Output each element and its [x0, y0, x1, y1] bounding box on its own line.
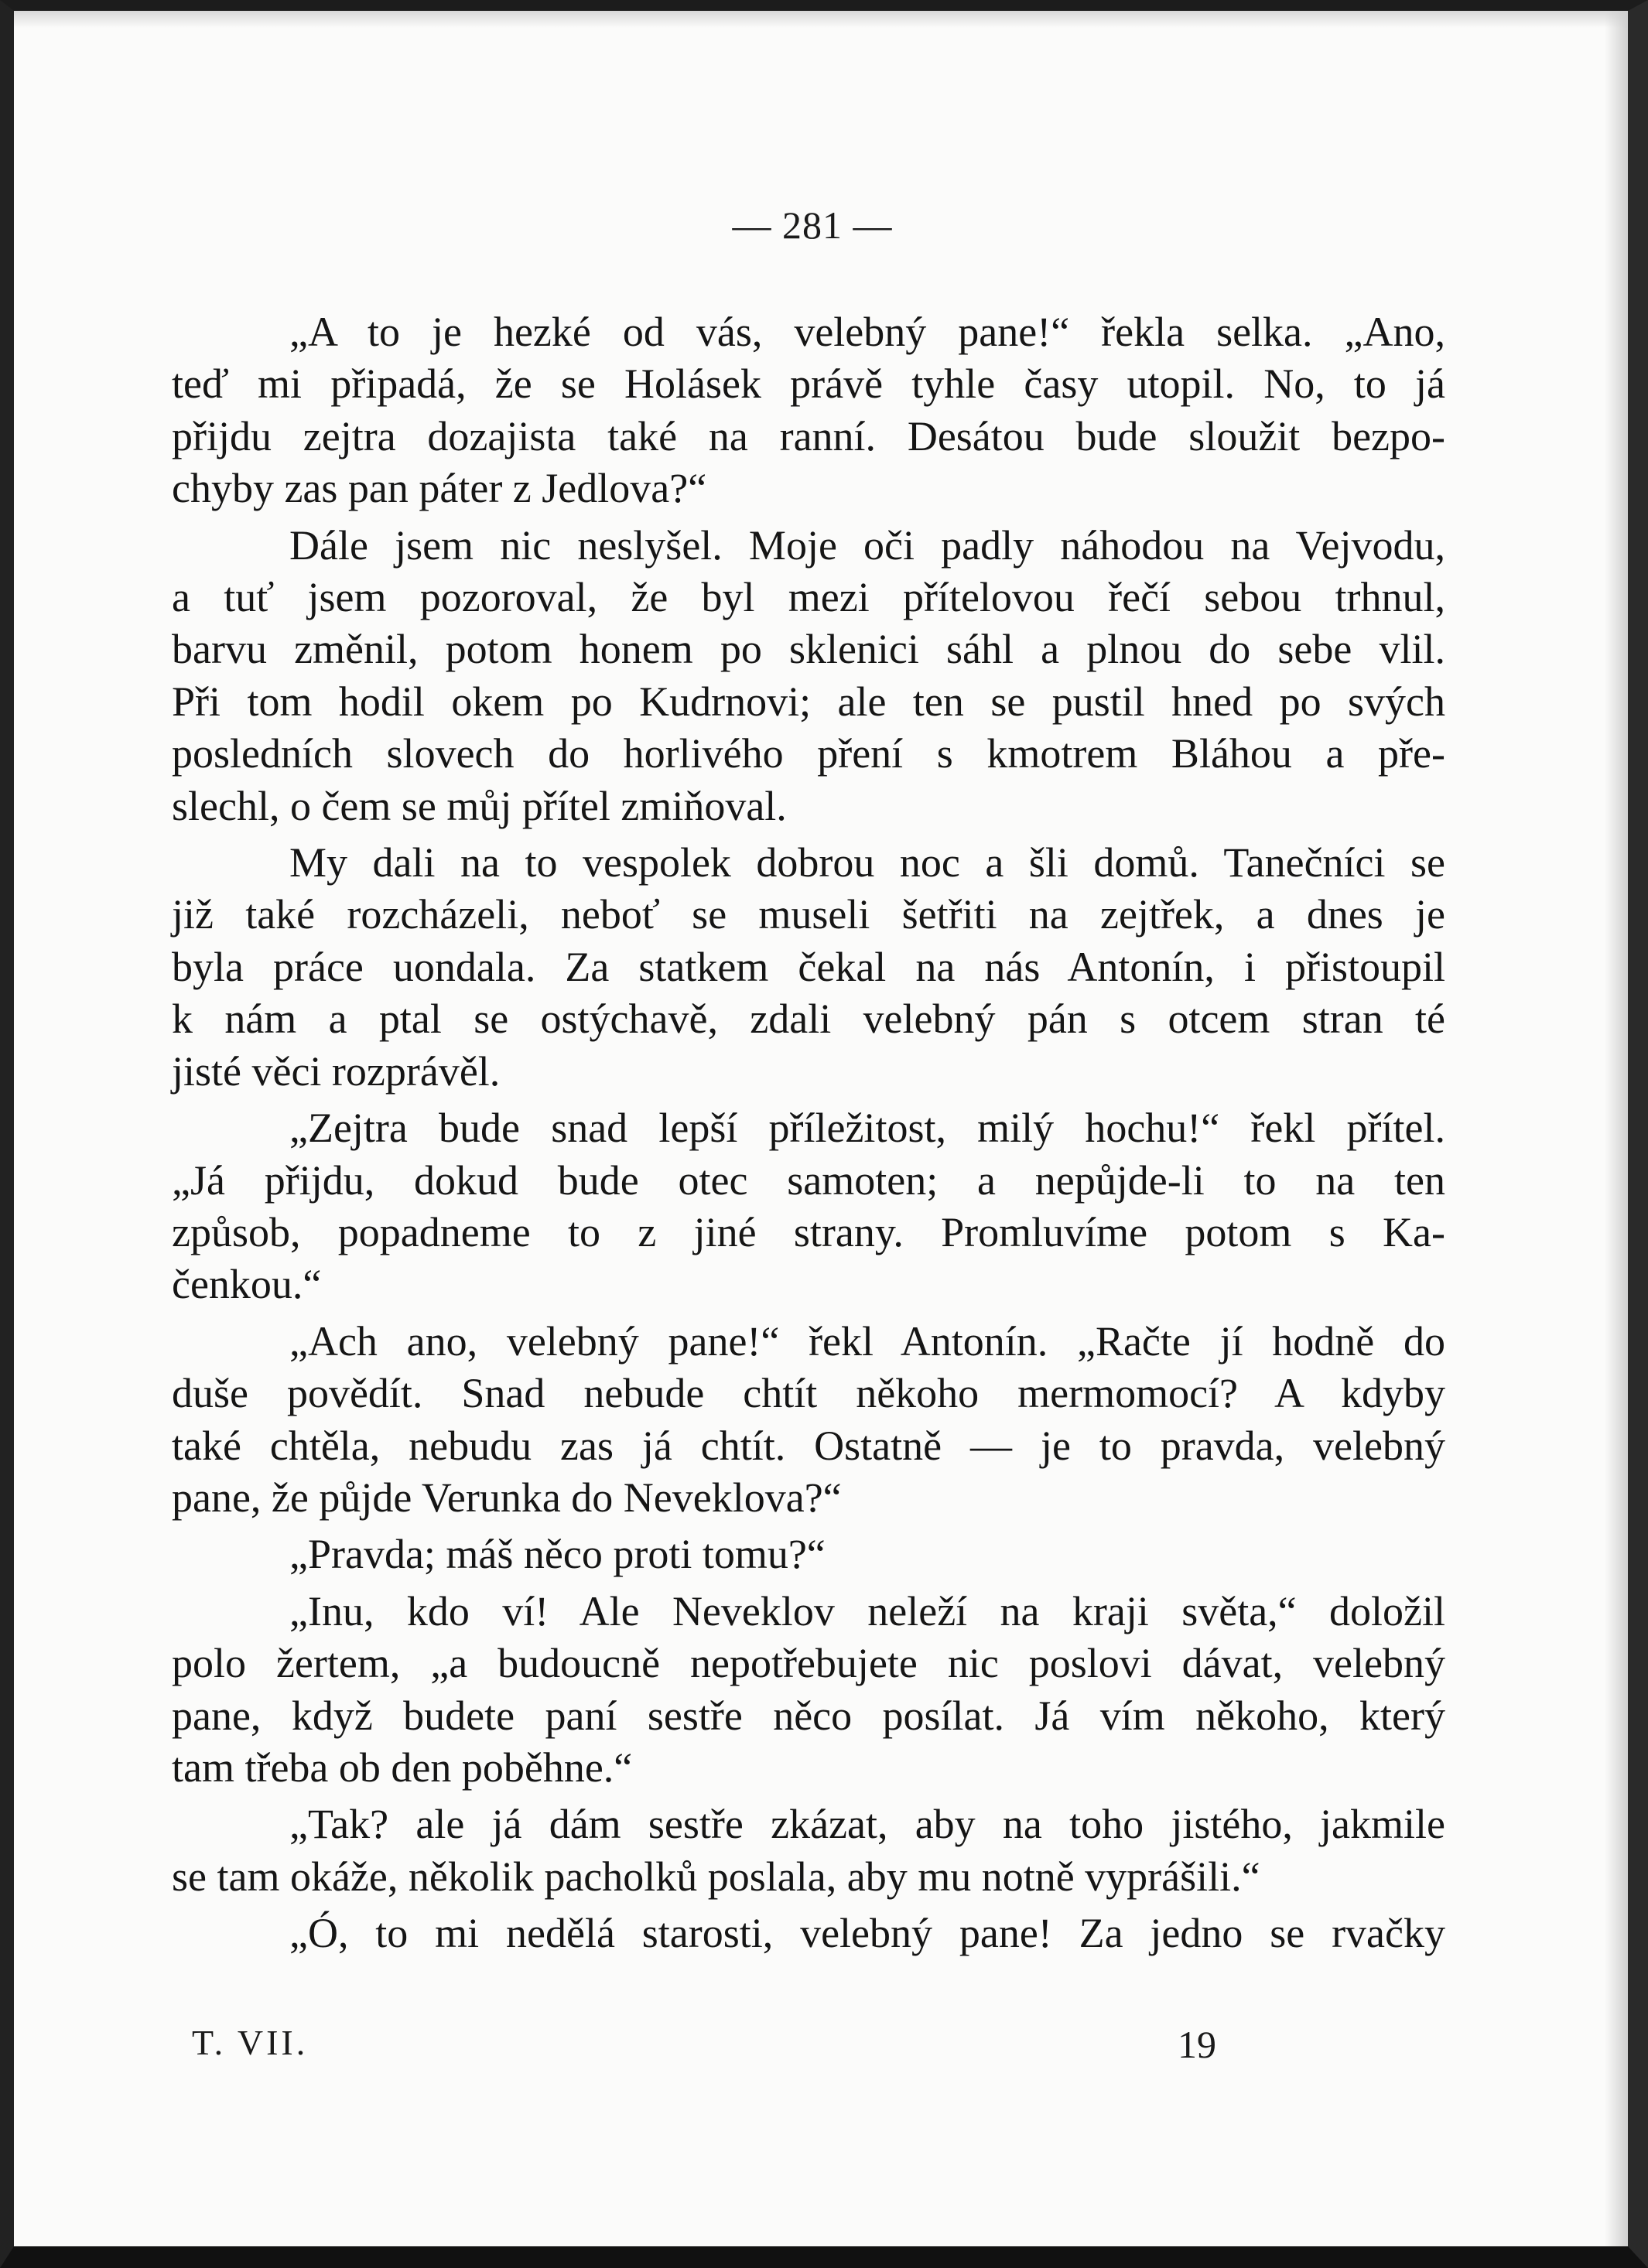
scan-shadow-right [1605, 11, 1628, 2246]
paragraph [172, 306, 1445, 515]
text-line: slechl, o čem se můj přítel zmiňoval. [172, 782, 787, 829]
text-line: „Pravda; máš něco proti tomu?“ [289, 1531, 826, 1578]
text-line: přijdu zejtra dozajista také na ranní. Desátou bude sloužit bezpo- [172, 412, 1445, 459]
text-line: Dále jsem nic neslyšel. Moje oči padly náhodou na Vejvodu, [289, 521, 1445, 569]
text-line: a tuť jsem pozoroval, že byl mezi přítelovou řečí sebou trhnul, [172, 574, 1445, 621]
text-line: duše povědít. Snad nebude chtít někoho mermomocí? A kdyby [172, 1370, 1445, 1417]
paragraph [172, 1586, 1445, 1795]
text-line: „Inu, kdo ví! Ale Neveklov neleží na kraji světa,“ doložil [289, 1587, 1445, 1634]
paragraph [172, 1908, 1445, 1959]
text-line: „Já přijdu, dokud bude otec samoten; a nepůjde-li to na ten [172, 1156, 1445, 1204]
text-line: tam třeba ob den poběhne.“ [172, 1744, 633, 1791]
paragraph [172, 520, 1445, 832]
paragraph [172, 837, 1445, 1098]
text-line: jisté věci rozprávěl. [172, 1047, 501, 1095]
text-line: čenkou.“ [172, 1261, 322, 1308]
text-line: „Ach ano, velebný pane!“ řekl Antonín. „Račte jí hodně do [289, 1317, 1445, 1365]
text-line: „Zejtra bude snad lepší příležitost, milý hochu!“ řekl přítel. [289, 1105, 1445, 1152]
paragraph [172, 1316, 1445, 1525]
text-line: polo žertem, „a budoucně nepotřebujete nic poslovi dávat, velebný [172, 1640, 1445, 1687]
body-text [172, 306, 1445, 1965]
paragraph [172, 1529, 1445, 1580]
text-line: My dali na to vespolek dobrou noc a šli domů. Tanečníci se [289, 839, 1445, 886]
signature-number: 19 [1178, 2023, 1216, 2066]
text-line: Při tom hodil okem po Kudrnovi; ale ten se pustil hned po svých [172, 678, 1445, 725]
text-line: k nám a ptal se ostýchavě, zdali velebný pán s otcem stran té [172, 996, 1445, 1043]
text-line: posledních slovech do horlivého pření s kmotrem Bláhou a pře- [172, 730, 1445, 777]
text-line: teď mi připadá, že se Holásek právě tyhle časy utopil. No, to já [172, 360, 1445, 408]
text-line: chyby zas pan páter z Jedlova?“ [172, 465, 707, 512]
volume-mark: T. VII. [192, 2023, 309, 2062]
text-line: také chtěla, nebudu zas já chtít. Ostatně — je to pravda, velebný [172, 1422, 1445, 1469]
text-line: „Ó, to mi nedělá starosti, velebný pane! Za jedno se rvačky [289, 1910, 1445, 1957]
page-number: — 281 — [732, 203, 893, 247]
text-line: způsob, popadneme to z jiné strany. Promluvíme potom s Ka- [172, 1208, 1445, 1255]
paragraph [172, 1102, 1445, 1311]
text-line: se tam okáže, několik pacholků poslala, aby mu notně vyprášili.“ [172, 1853, 1260, 1900]
text-line: byla práce uondala. Za statkem čekal na nás Antonín, i přistoupil [172, 943, 1445, 990]
text-line: již také rozcházeli, neboť se museli šetřiti na zejtřek, a dnes je [172, 891, 1445, 938]
text-line: „Tak? ale já dám sestře zkázat, aby na toho jistého, jakmile [289, 1801, 1445, 1848]
text-line: pane, když budete paní sestře něco posílat. Já vím někoho, který [172, 1692, 1445, 1739]
text-line: barvu změnil, potom honem po sklenici sáhl a plnou do sebe vlil. [172, 626, 1445, 673]
scan-shadow-top [14, 11, 1628, 28]
paragraph [172, 1798, 1445, 1903]
text-line: „A to je hezké od vás, velebný pane!“ řekla selka. „Ano, [289, 309, 1445, 355]
text-line: pane, že půjde Verunka do Neveklova?“ [172, 1474, 842, 1521]
